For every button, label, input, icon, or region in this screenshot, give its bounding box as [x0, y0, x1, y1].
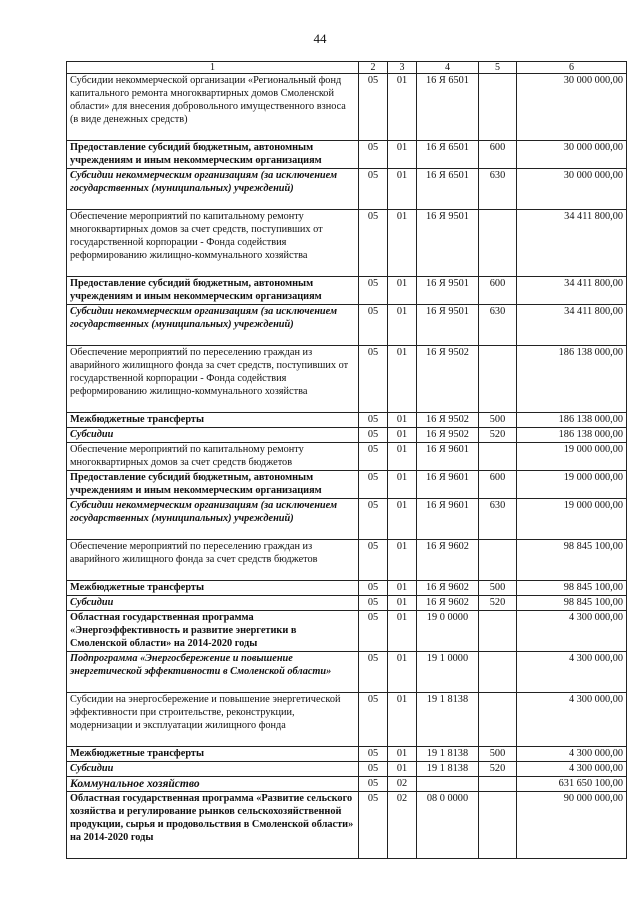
section-code-cell: 05 — [359, 443, 388, 471]
section-code-cell: 05 — [359, 413, 388, 428]
table-row — [67, 141, 627, 169]
table-row — [67, 305, 627, 346]
target-article-cell: 19 0 0000 — [417, 611, 479, 652]
table-row — [67, 747, 627, 762]
table-row — [67, 693, 627, 747]
amount-cell: 30 000 000,00 — [517, 141, 627, 169]
section-code-cell: 05 — [359, 305, 388, 346]
item-name-cell: Предоставление субсидий бюджетным, автономным учреждениям и иным некоммерческим организациям — [67, 141, 359, 169]
section-code-cell: 05 — [359, 792, 388, 859]
amount-cell: 186 138 000,00 — [517, 413, 627, 428]
expense-type-cell: 500 — [479, 413, 517, 428]
section-code-cell: 05 — [359, 611, 388, 652]
amount-cell: 30 000 000,00 — [517, 74, 627, 141]
table-row — [67, 413, 627, 428]
item-name-cell: Субсидии некоммерческим организациям (за исключением государственных (муниципальных) учреждений) — [67, 499, 359, 540]
amount-cell: 34 411 800,00 — [517, 305, 627, 346]
target-article-cell: 16 Я 9502 — [417, 346, 479, 413]
amount-cell: 4 300 000,00 — [517, 747, 627, 762]
table-row — [67, 210, 627, 277]
item-name-cell: Обеспечение мероприятий по капитальному ремонту многоквартирных домов за счет средств бюджетов — [67, 443, 359, 471]
amount-cell: 34 411 800,00 — [517, 277, 627, 305]
header-cell: 5 — [479, 62, 517, 74]
target-article-cell: 19 1 8138 — [417, 693, 479, 747]
item-name-cell: Субсидии — [67, 596, 359, 611]
amount-cell: 4 300 000,00 — [517, 611, 627, 652]
expense-type-cell: 630 — [479, 305, 517, 346]
expense-type-cell — [479, 611, 517, 652]
item-name-cell: Субсидии — [67, 428, 359, 443]
subsection-code-cell: 01 — [388, 305, 417, 346]
subsection-code-cell: 01 — [388, 277, 417, 305]
table-row — [67, 611, 627, 652]
expense-type-cell: 520 — [479, 596, 517, 611]
subsection-code-cell: 01 — [388, 611, 417, 652]
section-code-cell: 05 — [359, 596, 388, 611]
subsection-code-cell: 01 — [388, 693, 417, 747]
target-article-cell: 16 Я 9602 — [417, 581, 479, 596]
target-article-cell: 16 Я 9502 — [417, 413, 479, 428]
amount-cell: 186 138 000,00 — [517, 346, 627, 413]
header-cell: 4 — [417, 62, 479, 74]
expense-type-cell — [479, 346, 517, 413]
table-row — [67, 581, 627, 596]
section-code-cell: 05 — [359, 693, 388, 747]
table-row — [67, 652, 627, 693]
section-code-cell: 05 — [359, 169, 388, 210]
item-name-cell: Предоставление субсидий бюджетным, автономным учреждениям и иным некоммерческим организациям — [67, 471, 359, 499]
page-number: 44 — [313, 31, 327, 46]
subsection-code-cell: 01 — [388, 428, 417, 443]
amount-cell: 30 000 000,00 — [517, 169, 627, 210]
table-row — [67, 499, 627, 540]
item-name-cell: Субсидии некоммерческим организациям (за исключением государственных (муниципальных) учреждений) — [67, 169, 359, 210]
section-code-cell: 05 — [359, 747, 388, 762]
table-row — [67, 169, 627, 210]
amount-cell: 4 300 000,00 — [517, 693, 627, 747]
section-code-cell: 05 — [359, 210, 388, 277]
item-name-cell: Межбюджетные трансферты — [67, 413, 359, 428]
amount-cell: 34 411 800,00 — [517, 210, 627, 277]
section-code-cell: 05 — [359, 540, 388, 581]
target-article-cell: 16 Я 9601 — [417, 499, 479, 540]
target-article-cell: 16 Я 9501 — [417, 305, 479, 346]
target-article-cell: 16 Я 9602 — [417, 596, 479, 611]
subsection-code-cell: 01 — [388, 346, 417, 413]
header-cell: 1 — [67, 62, 359, 74]
section-code-cell: 05 — [359, 141, 388, 169]
target-article-cell: 16 Я 9601 — [417, 443, 479, 471]
item-name-cell: Областная государственная программа «Энергоэффективность и развитие энергетики в Смоленской области» на 2014-2020 годы — [67, 611, 359, 652]
section-code-cell: 05 — [359, 74, 388, 141]
subsection-code-cell: 01 — [388, 413, 417, 428]
subsection-code-cell: 01 — [388, 443, 417, 471]
target-article-cell: 16 Я 6501 — [417, 169, 479, 210]
item-name-cell: Межбюджетные трансферты — [67, 747, 359, 762]
expense-type-cell — [479, 693, 517, 747]
amount-cell: 19 000 000,00 — [517, 443, 627, 471]
header-row — [67, 62, 627, 74]
target-article-cell: 19 1 8138 — [417, 747, 479, 762]
amount-cell: 98 845 100,00 — [517, 581, 627, 596]
subsection-code-cell: 01 — [388, 596, 417, 611]
expense-type-cell: 600 — [479, 277, 517, 305]
item-name-cell: Предоставление субсидий бюджетным, автономным учреждениям и иным некоммерческим организациям — [67, 277, 359, 305]
item-name-cell: Коммунальное хозяйство — [67, 777, 359, 792]
table-row — [67, 443, 627, 471]
item-name-cell: Обеспечение мероприятий по переселению граждан из аварийного жилищного фонда за счет средств, поступивших от государственной корпорации - Фонда содействия реформированию жилищно-коммунального хозяйства — [67, 346, 359, 413]
table-row — [67, 277, 627, 305]
subsection-code-cell: 01 — [388, 652, 417, 693]
target-article-cell: 19 1 0000 — [417, 652, 479, 693]
expense-type-cell — [479, 652, 517, 693]
subsection-code-cell: 01 — [388, 747, 417, 762]
target-article-cell — [417, 777, 479, 792]
section-code-cell: 05 — [359, 652, 388, 693]
expense-type-cell: 520 — [479, 762, 517, 777]
item-name-cell: Субсидии некоммерческим организациям (за исключением государственных (муниципальных) учреждений) — [67, 305, 359, 346]
section-code-cell: 05 — [359, 277, 388, 305]
item-name-cell: Обеспечение мероприятий по переселению граждан из аварийного жилищного фонда за счет средств бюджетов — [67, 540, 359, 581]
expense-type-cell: 520 — [479, 428, 517, 443]
expense-type-cell — [479, 210, 517, 277]
item-name-cell: Областная государственная программа «Развитие сельского хозяйства и регулирование рынков сельскохозяйственной продукции, сырья и продовольствия в Смоленской области» на 2014-2020 годы — [67, 792, 359, 859]
target-article-cell: 16 Я 9501 — [417, 277, 479, 305]
target-article-cell: 16 Я 9602 — [417, 540, 479, 581]
target-article-cell: 08 0 0000 — [417, 792, 479, 859]
expense-type-cell — [479, 777, 517, 792]
expense-type-cell — [479, 74, 517, 141]
table-row — [67, 74, 627, 141]
header-cell: 3 — [388, 62, 417, 74]
target-article-cell: 16 Я 6501 — [417, 74, 479, 141]
section-code-cell: 05 — [359, 471, 388, 499]
item-name-cell: Межбюджетные трансферты — [67, 581, 359, 596]
subsection-code-cell: 01 — [388, 540, 417, 581]
table-row — [67, 346, 627, 413]
amount-cell: 631 650 100,00 — [517, 777, 627, 792]
item-name-cell: Субсидии некоммерческой организации «Региональный фонд капитального ремонта многоквартирных домов Смоленской области» для внесения добровольного имущественного взноса (в виде денежных средств) — [67, 74, 359, 141]
table-row — [67, 540, 627, 581]
table-row — [67, 792, 627, 859]
section-code-cell: 05 — [359, 428, 388, 443]
table-row — [67, 428, 627, 443]
expense-type-cell: 630 — [479, 169, 517, 210]
amount-cell: 19 000 000,00 — [517, 499, 627, 540]
budget-table — [66, 61, 627, 859]
table-body — [67, 62, 627, 859]
amount-cell: 186 138 000,00 — [517, 428, 627, 443]
amount-cell: 4 300 000,00 — [517, 762, 627, 777]
subsection-code-cell: 02 — [388, 792, 417, 859]
item-name-cell: Субсидии на энергосбережение и повышение энергетической эффективности при строительстве, реконструкции, модернизации и эксплуатации жилищного фонда — [67, 693, 359, 747]
amount-cell: 98 845 100,00 — [517, 596, 627, 611]
expense-type-cell: 500 — [479, 581, 517, 596]
section-code-cell: 05 — [359, 762, 388, 777]
target-article-cell: 16 Я 6501 — [417, 141, 479, 169]
expense-type-cell: 500 — [479, 747, 517, 762]
item-name-cell: Обеспечение мероприятий по капитальному ремонту многоквартирных домов за счет средств, поступивших от государственной корпорации - Фонда содействия реформированию жилищно-коммунального хозяйства — [67, 210, 359, 277]
target-article-cell: 16 Я 9502 — [417, 428, 479, 443]
expense-type-cell — [479, 792, 517, 859]
expense-type-cell — [479, 443, 517, 471]
subsection-code-cell: 01 — [388, 499, 417, 540]
item-name-cell: Подпрограмма «Энергосбережение и повышение энергетической эффективности в Смоленской области» — [67, 652, 359, 693]
subsection-code-cell: 01 — [388, 141, 417, 169]
expense-type-cell: 630 — [479, 499, 517, 540]
amount-cell: 4 300 000,00 — [517, 652, 627, 693]
expense-type-cell: 600 — [479, 471, 517, 499]
amount-cell: 19 000 000,00 — [517, 471, 627, 499]
item-name-cell: Субсидии — [67, 762, 359, 777]
subsection-code-cell: 01 — [388, 74, 417, 141]
table-row — [67, 777, 627, 792]
expense-type-cell: 600 — [479, 141, 517, 169]
subsection-code-cell: 01 — [388, 471, 417, 499]
header-cell: 6 — [517, 62, 627, 74]
target-article-cell: 19 1 8138 — [417, 762, 479, 777]
section-code-cell: 05 — [359, 346, 388, 413]
target-article-cell: 16 Я 9601 — [417, 471, 479, 499]
subsection-code-cell: 01 — [388, 581, 417, 596]
subsection-code-cell: 02 — [388, 777, 417, 792]
header-cell: 2 — [359, 62, 388, 74]
expense-type-cell — [479, 540, 517, 581]
target-article-cell: 16 Я 9501 — [417, 210, 479, 277]
amount-cell: 98 845 100,00 — [517, 540, 627, 581]
section-code-cell: 05 — [359, 499, 388, 540]
subsection-code-cell: 01 — [388, 210, 417, 277]
section-code-cell: 05 — [359, 581, 388, 596]
table-row — [67, 471, 627, 499]
section-code-cell: 05 — [359, 777, 388, 792]
table-row — [67, 596, 627, 611]
subsection-code-cell: 01 — [388, 169, 417, 210]
amount-cell: 90 000 000,00 — [517, 792, 627, 859]
table-row — [67, 762, 627, 777]
subsection-code-cell: 01 — [388, 762, 417, 777]
